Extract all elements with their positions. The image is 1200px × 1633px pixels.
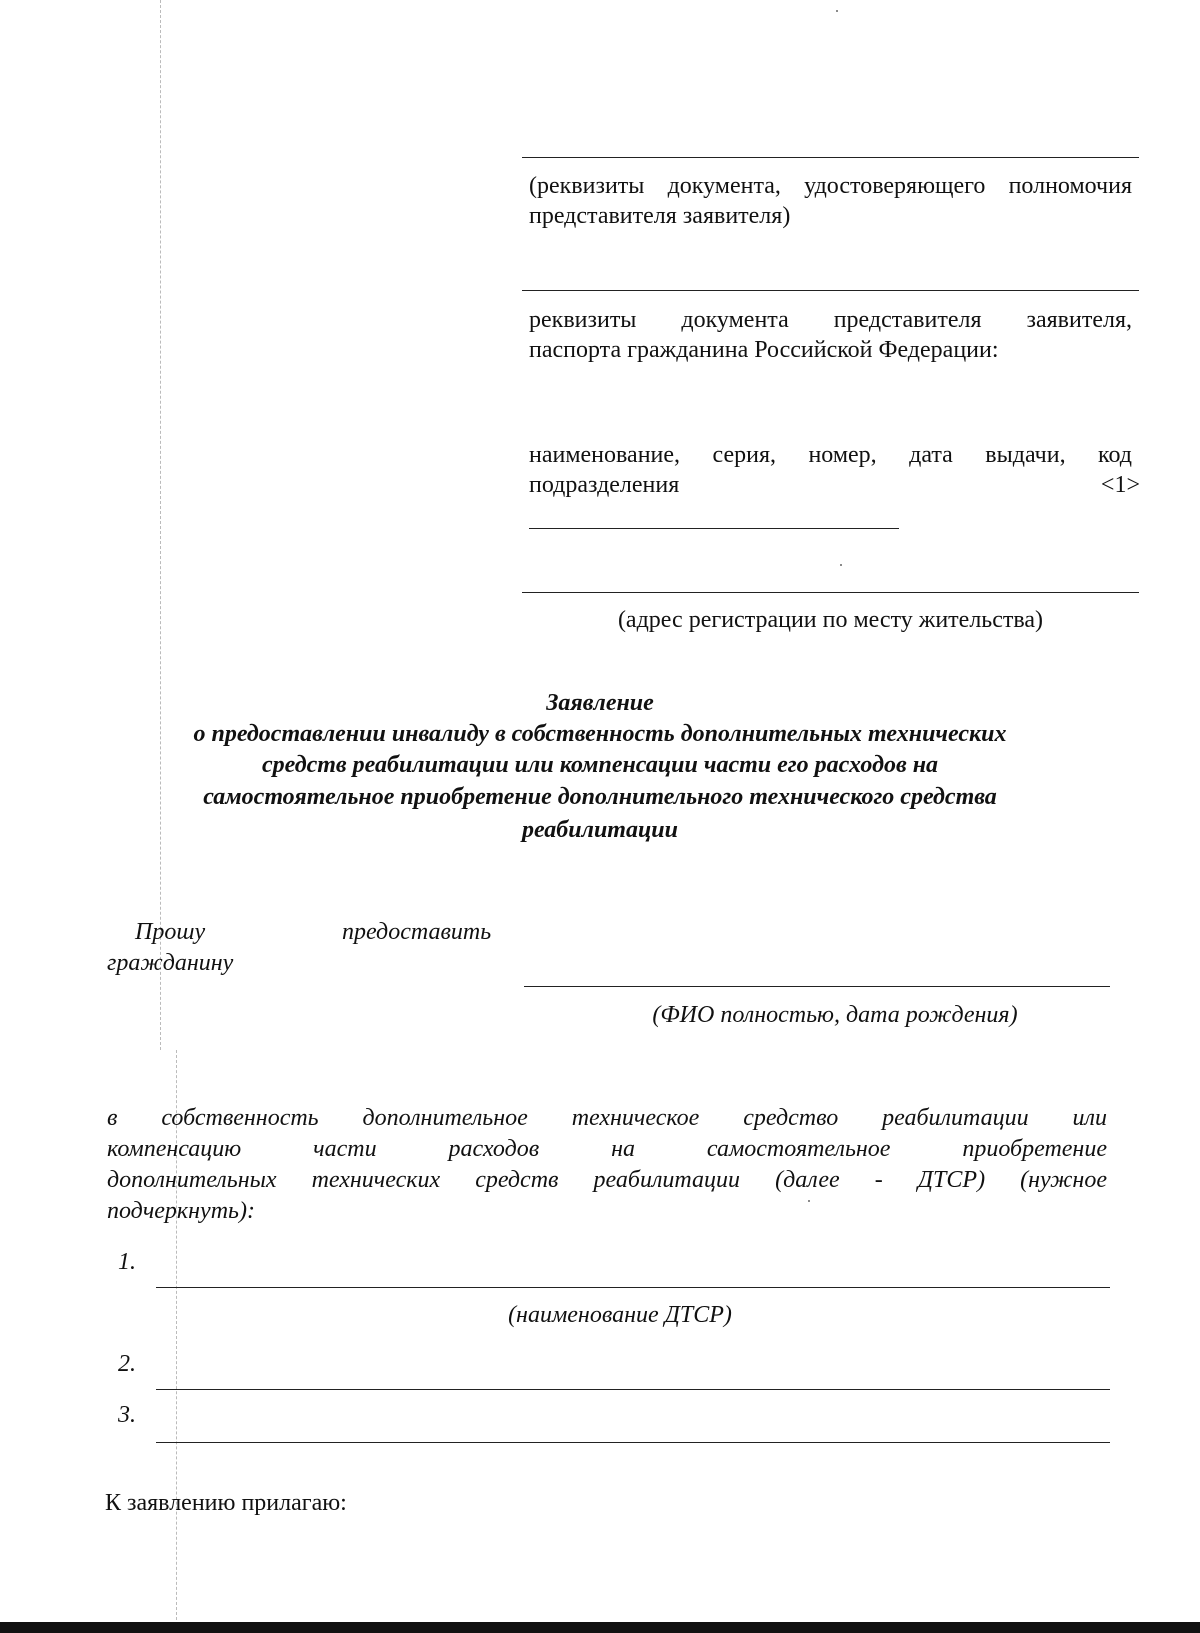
scan-bottom-edge — [0, 1622, 1200, 1633]
document-title-line2: о предоставлении инвалиду в собственность дополнительных технических — [193, 721, 1007, 747]
fio-fill-line — [524, 986, 1110, 987]
request-word-proshu: Прошу — [135, 919, 206, 945]
passport-fields-fill-line — [529, 528, 899, 529]
scan-speck — [836, 10, 838, 12]
rep-passport-caption-line1: реквизиты документа представителя заявителя, — [529, 307, 1132, 333]
request-body-line1: в собственность дополнительное техническое средство реабилитации или — [107, 1105, 1107, 1131]
passport-fields-line2: подразделения — [529, 472, 680, 498]
passport-footnote-marker: <1> — [1100, 472, 1140, 498]
item-3-fill-line — [156, 1442, 1110, 1443]
item-number-2: 2. — [118, 1351, 136, 1377]
request-word-grazhdaninu: гражданину — [107, 950, 234, 976]
scan-speck — [808, 1200, 810, 1202]
item-number-1: 1. — [118, 1249, 136, 1275]
scan-speck — [840, 564, 842, 566]
rep-doc-caption: (реквизиты документа, удостоверяющего полномочия представителя заявителя) — [529, 173, 1132, 229]
request-body-line4: подчеркнуть): — [107, 1198, 255, 1224]
rep-passport-fill-line — [522, 290, 1139, 291]
address-caption: (адрес регистрации по месту жительства) — [617, 607, 1044, 633]
document-title: Заявление — [546, 690, 654, 716]
request-body-line3: дополнительных технических средств реабилитации (далее - ДТСР) (нужное — [107, 1167, 1107, 1193]
scan-fold-line — [160, 0, 161, 1050]
document-title-line4: самостоятельное приобретение дополнительного технического средства — [203, 784, 997, 810]
address-fill-line — [522, 592, 1139, 593]
request-word-predostavit: предоставить — [342, 919, 492, 945]
document-title-line5: реабилитации — [521, 817, 679, 843]
document-title-line3: средств реабилитации или компенсации части его расходов на — [261, 752, 939, 778]
rep-doc-fill-line — [522, 157, 1139, 158]
item-2-fill-line — [156, 1389, 1110, 1390]
passport-fields-line1: наименование, серия, номер, дата выдачи, код — [529, 442, 1132, 468]
attachments-label: К заявлению прилагаю: — [105, 1490, 347, 1516]
item-number-3: 3. — [118, 1402, 136, 1428]
rep-passport-caption-line2: паспорта гражданина Российской Федерации: — [529, 337, 999, 363]
item-caption: (наименование ДТСР) — [508, 1302, 732, 1328]
request-body-line2: компенсацию части расходов на самостоятельное приобретение — [107, 1136, 1107, 1162]
fio-caption: (ФИО полностью, дата рождения) — [652, 1002, 1018, 1028]
item-1-fill-line — [156, 1287, 1110, 1288]
